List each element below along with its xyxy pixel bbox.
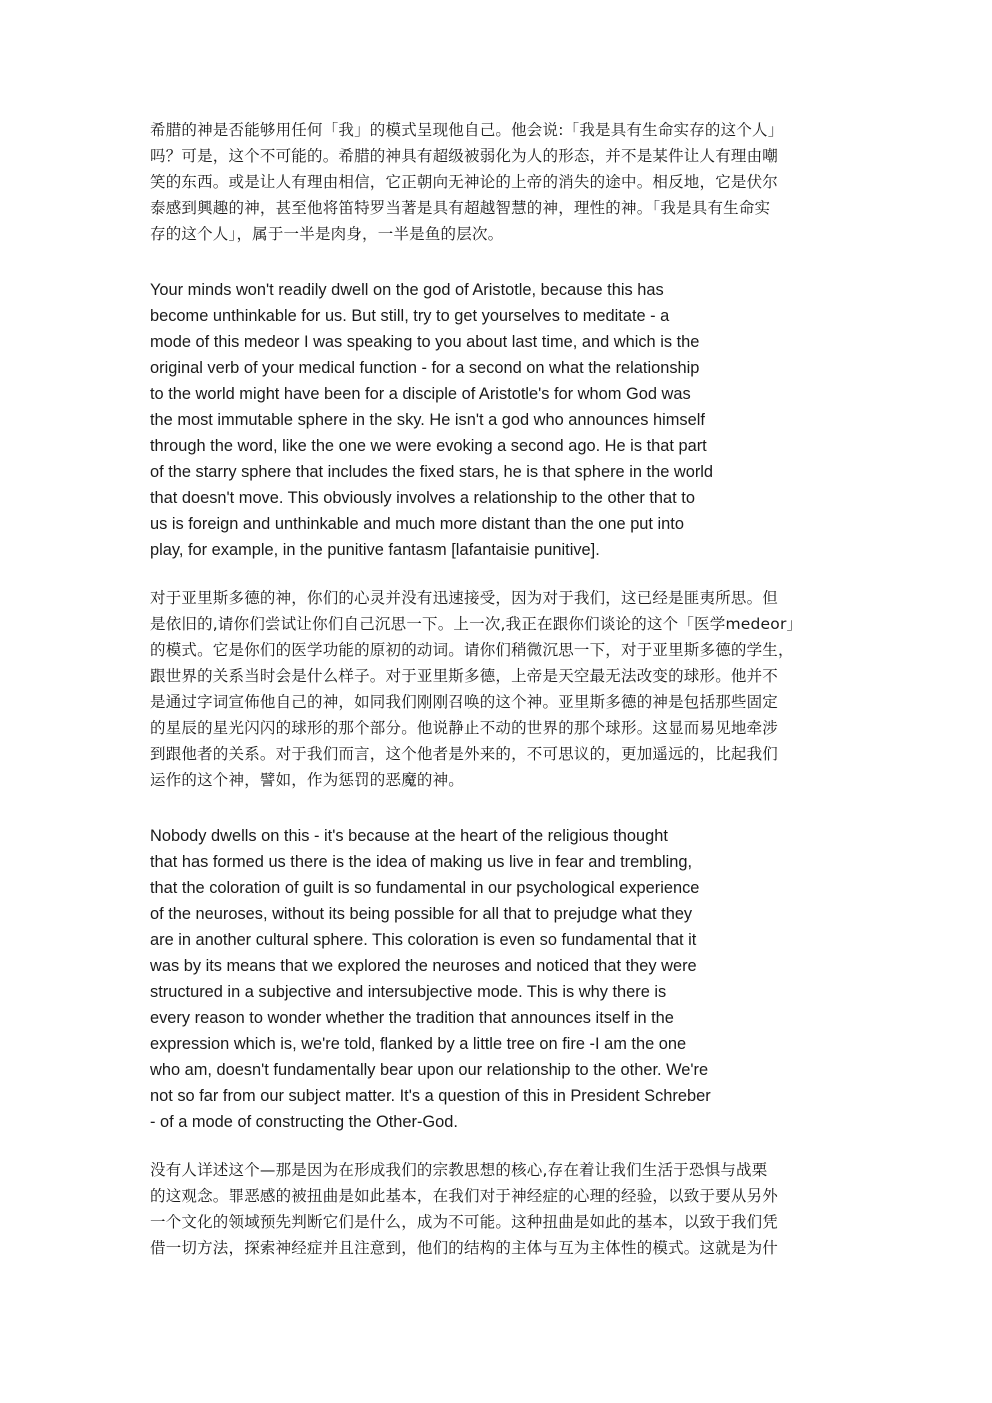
- text-line: expression which is, we're told, flanked by a little tree on fire -I am the one: [150, 1035, 687, 1053]
- text-line: not so far from our subject matter. It's a question of this in President Schreber: [150, 1087, 711, 1105]
- text-line: are in another cultural sphere. This coloration is even so fundamental that it: [150, 931, 697, 949]
- text-line: structured in a subjective and intersubjective mode. This is why there is: [150, 983, 667, 1001]
- text-line: who am, doesn't fundamentally bear upon our relationship to the other. We're: [150, 1061, 709, 1079]
- text-line: 是依旧的,请你们尝试让你们自己沉思一下。上一次,我正在跟你们谈论的这个「医学medeor」: [150, 615, 803, 633]
- text-line: become unthinkable for us. But still, try to get yourselves to meditate - a: [150, 307, 670, 325]
- text-line: Your minds won't readily dwell on the god of Aristotle, because this has: [150, 281, 664, 299]
- text-line: through the word, like the one we were evoking a second ago. He is that part: [150, 437, 707, 455]
- text-line: every reason to wonder whether the tradition that announces itself in the: [150, 1009, 674, 1027]
- text-line: 的模式。它是你们的医学功能的原初的动词。请你们稍微沉思一下，对于亚里斯多德的学生，: [150, 641, 794, 659]
- text-line: 希腊的神是否能够用任何「我」的模式呈现他自己。他会说:「我是具有生命实存的这个人」: [150, 121, 784, 139]
- text-line: 泰感到興趣的神，甚至他将笛特罗当著是具有超越智慧的神，理性的神。「我是具有生命实: [150, 199, 771, 217]
- text-line: was by its means that we explored the neuroses and noticed that they were: [150, 957, 697, 975]
- text-line: 运作的这个神，譬如，作为惩罚的恶魔的神。: [150, 771, 465, 789]
- text-line: 到跟他者的关系。对于我们而言，这个他者是外来的，不可思议的，更加遥远的，比起我们: [150, 745, 779, 763]
- text-line: that doesn't move. This obviously involves a relationship to the other that to: [150, 489, 695, 507]
- text-line: that has formed us there is the idea of making us live in fear and trembling,: [150, 853, 693, 871]
- text-line: us is foreign and unthinkable and much more distant than the one put into: [150, 515, 684, 533]
- paragraph-english-nobody-dwells: [150, 823, 711, 1135]
- text-line: 笑的东西。或是让人有理由相信，它正朝向无神论的上帝的消失的途中。相反地，它是伏尔: [150, 173, 779, 191]
- paragraph-chinese-nobody-dwells: [150, 1157, 778, 1261]
- text-line: the most immutable sphere in the sky. He isn't a god who announces himself: [150, 411, 705, 429]
- paragraph-english-aristotle: [150, 277, 713, 563]
- text-line: 的星辰的星光闪闪的球形的那个部分。他说静止不动的世界的那个球形。这显而易见地牵涉: [150, 719, 779, 737]
- text-line: to the world might have been for a disciple of Aristotle's for whom God was: [150, 385, 691, 403]
- text-line: Nobody dwells on this - it's because at the heart of the religious thought: [150, 827, 668, 845]
- text-line: 吗？可是，这个不可能的。希腊的神具有超级被弱化为人的形态，并不是某件让人有理由嘲: [150, 147, 779, 165]
- text-line: of the neuroses, without its being possible for all that to prejudge what they: [150, 905, 693, 923]
- text-line: that the coloration of guilt is so fundamental in our psychological experience: [150, 879, 700, 897]
- text-line: original verb of your medical function - for a second on what the relationship: [150, 359, 700, 377]
- text-line: 借一切方法，探索神经症并且注意到，他们的结构的主体与互为主体性的模式。这就是为什: [150, 1239, 779, 1257]
- text-line: - of a mode of constructing the Other-God.: [150, 1113, 458, 1131]
- text-line: mode of this medeor I was speaking to you about last time, and which is the: [150, 333, 700, 351]
- text-line: 存的这个人」，属于一半是肉身，一半是鱼的层次。: [150, 225, 504, 243]
- text-line: 是通过字词宣佈他自己的神，如同我们刚刚召唤的这个神。亚里斯多德的神是包括那些固定: [150, 693, 779, 711]
- text-line: 的这观念。罪恶感的被扭曲是如此基本，在我们对于神经症的心理的经验，以致于要从另外: [150, 1187, 779, 1205]
- paragraph-chinese-greek-god: [150, 117, 783, 247]
- text-line: 对于亚里斯多德的神，你们的心灵并没有迅速接受，因为对于我们，这已经是匪夷所思。但: [150, 589, 779, 607]
- text-line: 跟世界的关系当时会是什么样子。对于亚里斯多德，上帝是天空最无法改变的球形。他并不: [150, 667, 779, 685]
- text-line: 没有人详述这个—那是因为在形成我们的宗教思想的核心,存在着让我们生活于恐惧与战栗: [150, 1161, 768, 1179]
- text-line: play, for example, in the punitive fantasm [lafantaisie punitive].: [150, 541, 600, 559]
- paragraph-chinese-aristotle: [150, 585, 802, 793]
- text-line: 一个文化的领域预先判断它们是什么，成为不可能。这种扭曲是如此的基本，以致于我们凭: [150, 1213, 779, 1231]
- text-line: of the starry sphere that includes the fixed stars, he is that sphere in the world: [150, 463, 714, 481]
